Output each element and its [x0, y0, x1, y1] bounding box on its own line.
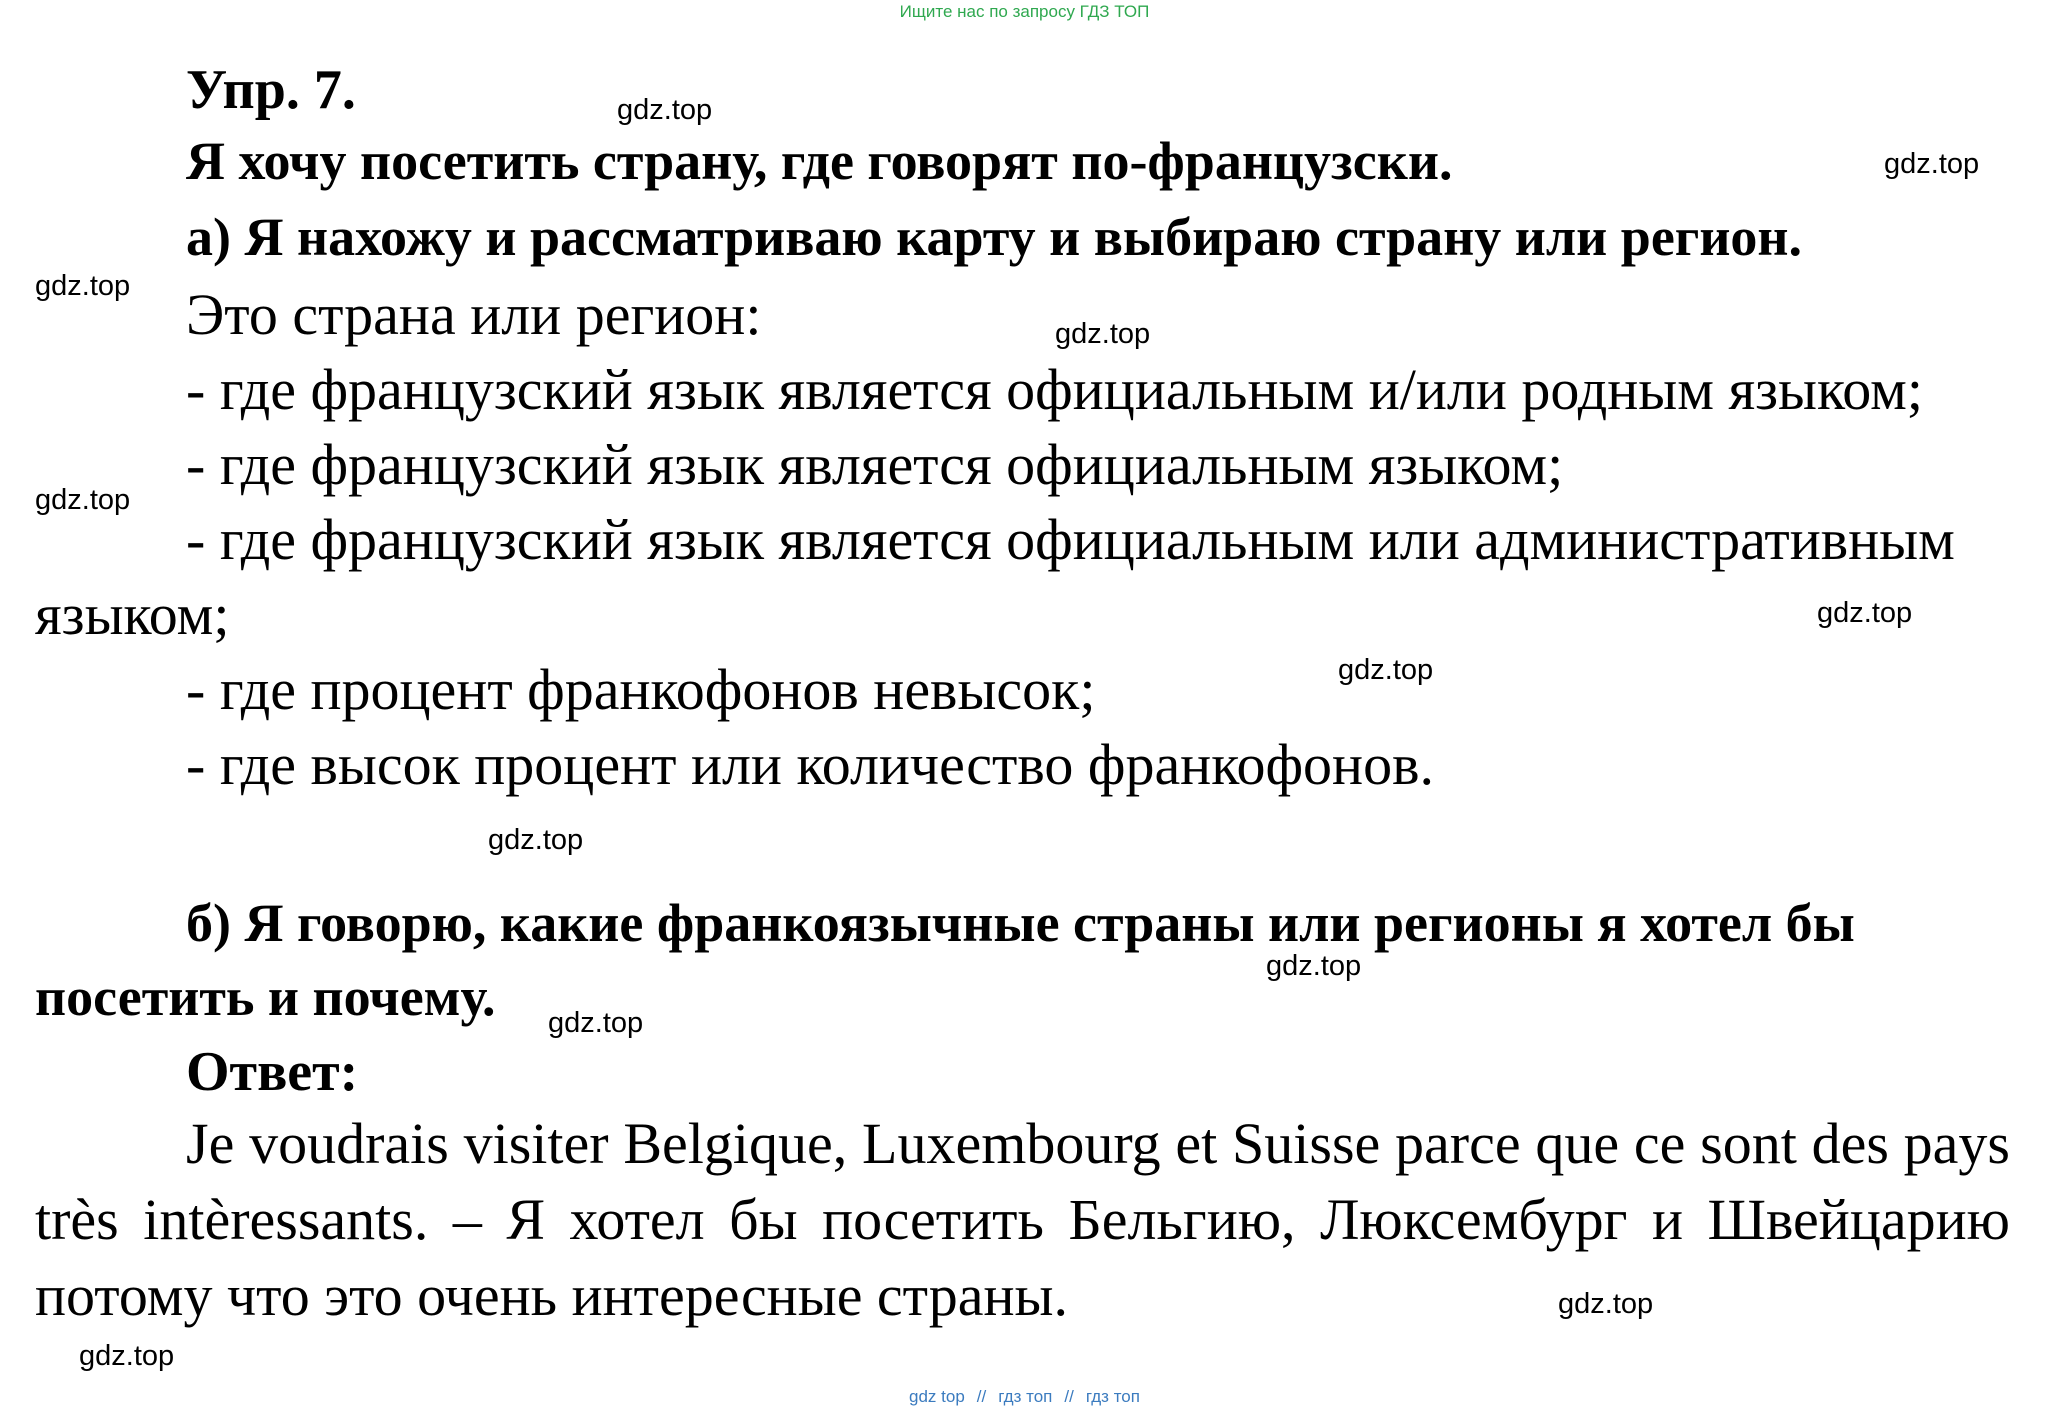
watermark: gdz.top [488, 824, 584, 856]
bottom-banner-link[interactable]: гдз топ [998, 1387, 1053, 1406]
list-item: - где французский язык является официальным языком; [186, 432, 1564, 497]
task-b: б) Я говорю, какие франкоязычные страны или регионы я хотел бы [186, 893, 1855, 953]
list-item: - где французский язык является официальным и/или родным языком; [186, 357, 1923, 422]
watermark: gdz.top [548, 1007, 644, 1039]
exercise-heading: Я хочу посетить страну, где говорят по-французски. [186, 131, 1453, 191]
bottom-banner-link[interactable]: gdz top [909, 1387, 965, 1406]
answer-label: Ответ: [186, 1041, 359, 1103]
watermark: gdz.top [35, 270, 131, 302]
watermark: gdz.top [1558, 1288, 1654, 1320]
watermark: gdz.top [1055, 318, 1151, 350]
watermark: gdz.top [1266, 950, 1362, 982]
answer-text: Je voudrais visiter Belgique, Luxembourg et Suisse parce que ce sont des pays très intèressants. – Я хотел бы посетить Бельгию, Люксембург и Швейцарию потому что это очень интересные страны. [35, 1111, 2010, 1328]
bottom-banner [0, 1389, 2049, 1405]
list-item: - где французский язык является официальным или административным [186, 507, 1955, 572]
top-banner: Ищите нас по запросу ГДЗ ТОП [899, 2, 1150, 21]
watermark: gdz.top [1817, 597, 1913, 629]
watermark: gdz.top [1884, 148, 1980, 180]
watermark: gdz.top [35, 484, 131, 516]
bottom-banner-link[interactable]: гдз топ [1085, 1387, 1140, 1406]
task-a: а) Я нахожу и рассматриваю карту и выбираю страну или регион. [186, 207, 1803, 267]
intro-text: Это страна или регион: [186, 282, 762, 347]
bottom-banner-separator: // [976, 1387, 987, 1406]
bottom-banner-separator: // [1064, 1387, 1074, 1406]
task-b-continuation: посетить и почему. [35, 967, 496, 1027]
watermark: gdz.top [79, 1340, 175, 1372]
exercise-title: Упр. 7. [186, 59, 356, 121]
watermark: gdz.top [1338, 654, 1434, 686]
list-item-continuation: языком; [35, 582, 230, 647]
list-item: - где высок процент или количество франкофонов. [186, 732, 1434, 797]
watermark: gdz.top [617, 94, 713, 126]
list-item: - где процент франкофонов невысок; [186, 657, 1096, 722]
